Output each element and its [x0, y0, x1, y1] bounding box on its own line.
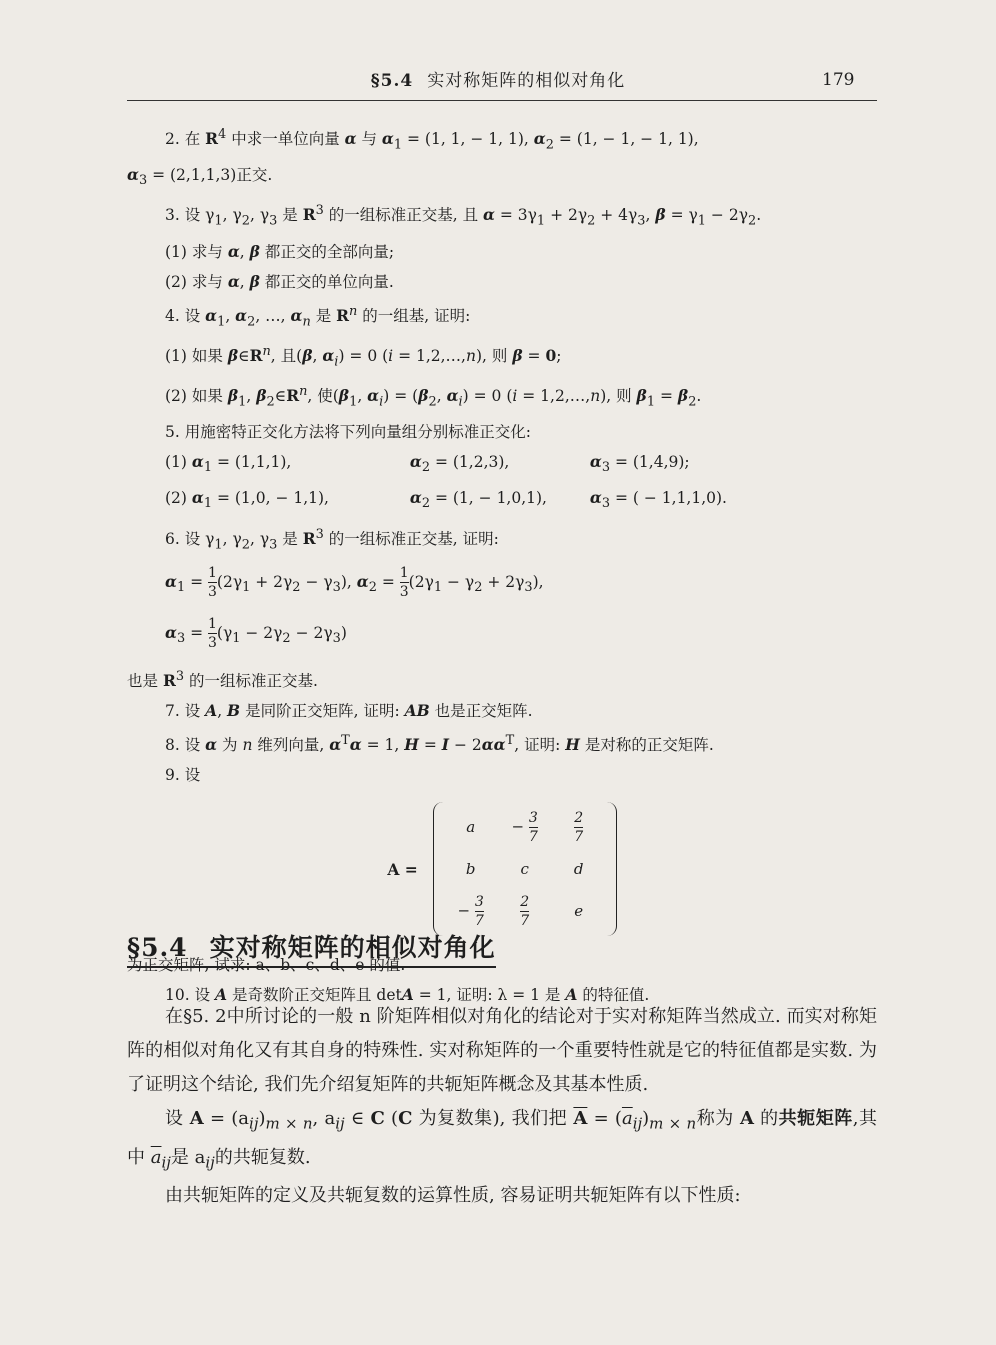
matrix-cell: − $\frac{3}{7}$ [457, 893, 484, 929]
matrix-equation [127, 802, 877, 936]
exercise-5-row-2: (2) $\alpha_1 = (1,0$, − 1,1), $\alpha_2 = (1$, − 1,0,1), $\alpha_3$ = ( − 1,1,1,0). [165, 488, 727, 512]
body-paragraph-1: 在§5. 2中所讨论的一般 n 阶矩阵相似对角化的结论对于实对称矩阵当然成立. 而实对称矩阵的相似对角化又有其自身的特殊性. 实对称矩阵的一个重要特性就是它的特征值都是实数. 为了证明这个结论, 我们先介绍复矩阵的共轭矩阵概念及其基本性质. [127, 1006, 877, 1095]
header-rule [127, 100, 877, 101]
matrix-cell: a [466, 818, 476, 837]
exercise-2: 2. 在 $R^4$ 中求一单位向量 α 与 $\alpha_1 = (1$, 1, − 1, 1), $\alpha_2 = (1$, − 1, − 1, 1), [165, 127, 699, 153]
body-paragraph-3: 由共轭矩阵的定义及共轭复数的运算性质, 容易证明共轭矩阵有以下性质: [165, 1185, 741, 1207]
exercise-4-part-2: (2) 如果 $\beta_1$, $\beta_2\in R^n$, 使($\beta_1$, $\alpha_i) = (\beta_2$, $\alpha_i) = 0$ (i = 1,2,…,n), 则 $\beta_1 = \beta_2$. [165, 384, 702, 410]
header-section-title: 实对称矩阵的相似对角化 [427, 71, 626, 91]
exercise-10: 10. 设 A 是奇数阶正交矩阵且 detA = 1, 证明: λ = 1 是 A 的特征值. [165, 985, 650, 1005]
section-heading [127, 928, 496, 968]
exercise-5-row-1: (1) $\alpha_1 = (1,1,1)$, $\alpha_2 = (1,2,3)$, $\alpha_3 = (1,4,9)$; [165, 452, 690, 476]
fraction-one-third: $\frac{1}{3}$ [399, 565, 409, 601]
exercise-3-part-2: (2) 求与 α, β 都正交的单位向量. [165, 271, 394, 291]
exercise-6: 6. 设 $\gamma_1$, $\gamma_2$, $\gamma_3$ 是 $R^3$ 的一组标准正交基, 证明: [165, 526, 499, 552]
exercise-3: 3. 设 $\gamma_1$, $\gamma_2$, $\gamma_3$ 是 $R^3$ 的一组标准正交基, 且 $\alpha = 3\gamma_1 + 2\gamma_2 + 4\gamma_3$, $\beta = \gamma_1 - 2\gamma_2$. [165, 203, 762, 229]
exercise-6-cont: 也是 $R^3$ 的一组标准正交基. [127, 668, 318, 691]
matrix-cell: c [520, 860, 529, 879]
matrix-a [444, 806, 606, 932]
exercise-8: 8. 设 α 为 n 维列向量, $\alpha^T\alpha = 1$, $H = I - 2\alpha\alpha^T$, 证明: H 是对称的正交矩阵. [165, 733, 714, 755]
exercise-6-eq-1: $\alpha_1$ = $\frac{1}{3}$ $(2\gamma_1 + 2\gamma_2 - \gamma_3)$, $\alpha_2$ = $\frac{1}{3}$ $(2\gamma_1 - \gamma_2 + 2\gamma_3)$, [165, 565, 544, 601]
section-body [127, 1000, 877, 1213]
exercise-6-eq-2: $\alpha_3$ = $\frac{1}{3}$ $(\gamma_1 - 2\gamma_2 - 2\gamma_3)$ [165, 616, 347, 652]
page-number: 179 [822, 70, 855, 90]
matrix-lhs: A = [387, 859, 418, 879]
body-paragraph-2: 设 $A = (a_{ij})_{m \times n}$, $a_{ij}$ ∈ C (C 为复数集), 我们把 $\overline{A} = (\overline{a}_{ij})_{m \times n}$称为 A 的共轭矩阵,其中 $\overline{a}_{ij}$是 $a_{ij}$的共轭复数. [127, 1108, 877, 1172]
section-title: 实对称矩阵的相似对角化 [209, 933, 496, 962]
exercise-7: 7. 设 A, B 是同阶正交矩阵, 证明: AB 也是正交矩阵. [165, 701, 533, 721]
exercise-3-part-1: (1) 求与 α, β 都正交的全部向量; [165, 241, 395, 261]
fraction-one-third: $\frac{1}{3}$ [208, 616, 217, 652]
matrix-cell: $\frac{2}{7}$ [520, 893, 530, 929]
exercise-list [127, 120, 877, 1010]
header-section-number: §5.4 [370, 71, 414, 91]
exercise-4-part-1: (1) 如果 $\beta\in R^n$, 且(β, $\alpha_i) = 0$ (i = 1,2,…,n), 则 β = 0; [165, 343, 562, 370]
exercise-2-cont: $\alpha_3 = (2,1,1,3)$正交. [127, 165, 273, 189]
matrix-cell: b [465, 860, 476, 879]
matrix-cell: e [574, 902, 584, 921]
section-number: §5.4 [127, 933, 188, 962]
matrix-brackets [433, 802, 617, 936]
matrix-cell: d [573, 860, 584, 879]
exercise-9: 9. 设 [165, 766, 201, 785]
matrix-cell: − $\frac{3}{7}$ [511, 809, 538, 845]
exercise-9-cont: 为正交矩阵, 试求: a、b、c、d、e 的值. [127, 956, 406, 975]
exercise-4: 4. 设 $\alpha_1$, $\alpha_2$, …, $\alpha_n$ 是 $R^n$ 的一组基, 证明: [165, 303, 471, 329]
exercise-5: 5. 用施密特正交化方法将下列向量组分别标准正交化: [165, 423, 531, 442]
matrix-cell: $\frac{2}{7}$ [574, 809, 584, 845]
fraction-one-third: $\frac{1}{3}$ [208, 565, 217, 601]
